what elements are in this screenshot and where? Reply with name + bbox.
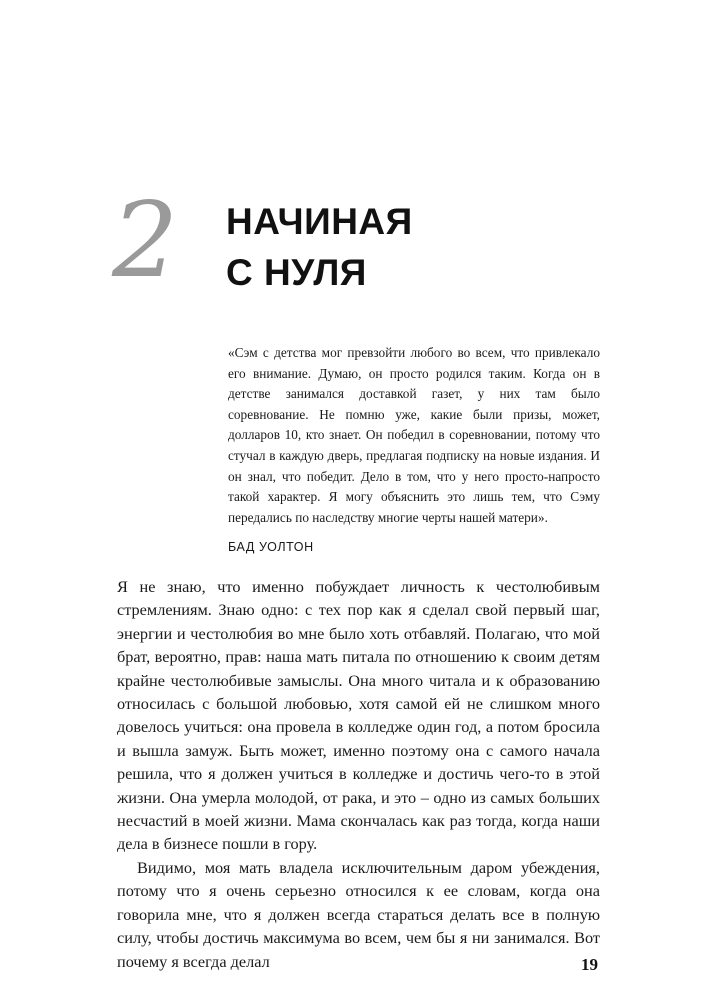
body-paragraph-1: Я не знаю, что именно побуждает личность к честолюбивым стремлениям. Знаю одно: с тех пор как я сделал свой первый шаг, энергии и честолюбия во мне было хоть отбавляй. Полагаю, что мой брат, вероятно, прав: наша мать питала по отношению к своим детям крайне честолюбивые замыслы. Она много читала и к образованию относилась с большой любовью, хотя самой ей не слишком много довелось учиться: она провела в колледже один год, а потом бросила и вышла замуж. Быть может, именно поэтому она с самого начала решила, что я должен учиться в колледже и достичь чего-то в этой жизни. Она умерла молодой, от рака, и это – одно из самых больших несчастий в моей жизни. Мама скончалась как раз тогда, когда наши дела в бизнесе пошли в гору. <box>117 577 600 854</box>
body-text <box>117 575 600 973</box>
chapter-title-line-1: НАЧИНАЯ <box>226 201 413 242</box>
chapter-number: 2 <box>112 179 177 301</box>
chapter-title <box>226 196 413 298</box>
chapter-title-line-2: С НУЛЯ <box>226 252 367 293</box>
epigraph-author: БАД УОЛТОН <box>228 540 314 554</box>
epigraph-quote: «Сэм с детства мог превзойти любого во всем, что привлекало его внимание. Думаю, он просто родился таким. Когда он в детстве занимался доставкой газет, у них там было соревнование. Не помню уже, какие были призы, может, долларов 10, кто знает. Он победил в соревновании, потому что стучал в каждую дверь, предлагая подписку на новые издания. И он знал, что победит. Дело в том, что у него просто-напросто такой характер. Я могу объяснить это лишь тем, что Сэму передались по наследству многие черты нашей матери». <box>228 345 600 525</box>
page-number: 19 <box>581 955 598 974</box>
body-paragraph-2: Видимо, моя мать владела исключительным даром убеждения, потому что я очень серьезно относился к ее словам, когда она говорила мне, что я должен всегда стараться делать все в полную силу, чтобы достичь максимума во всем, чем бы я ни занимался. Вот почему я всегда делал <box>117 857 600 971</box>
